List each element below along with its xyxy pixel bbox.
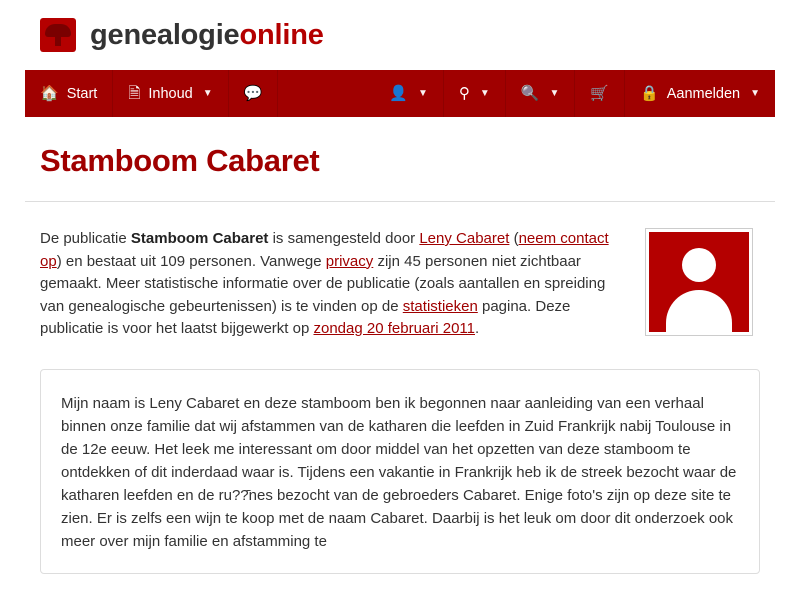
chevron-down-icon: ▼ (549, 88, 560, 99)
chevron-down-icon: ▼ (479, 88, 490, 99)
brand-title-part2: online (239, 18, 324, 51)
brand-header (0, 0, 800, 70)
publication-name: Stamboom Cabaret (130, 230, 269, 247)
id-card-icon: 👤 (389, 85, 408, 102)
chevron-down-icon: ▼ (202, 88, 213, 99)
book-icon: 🗎 (128, 85, 141, 102)
tree-logo-icon[interactable] (40, 18, 76, 52)
author-link[interactable]: Leny Cabaret (419, 230, 510, 247)
main-content (0, 143, 800, 574)
comments-icon: 💬 (243, 85, 263, 102)
nav-spacer (278, 70, 374, 117)
nav-item-aanmelden[interactable] (625, 70, 775, 117)
intro-text-1: De publicatie (40, 230, 131, 247)
description-panel (40, 369, 760, 574)
chevron-down-icon: ▼ (417, 88, 428, 99)
statistics-link[interactable]: statistieken (402, 297, 478, 315)
main-navigation (25, 70, 775, 117)
home-icon: 🏠 (40, 85, 59, 102)
avatar-body (666, 290, 732, 332)
tree-branch-icon: ⚲ (458, 85, 470, 102)
intro-text-5: zijn 45 personen niet zichtbaar gemaakt. Meer statistische informatie over de publicatie (zoals aantallen en spreiding van genealogische gebeurtenissen) is te vinden op de (40, 252, 606, 315)
nav-label-start: Start (66, 85, 98, 102)
intro-text-6: pagina. Deze publicatie is voor het laatst bijgewerkt op (40, 297, 571, 337)
search-icon: 🔍 (520, 85, 540, 102)
intro-text-4: ) en bestaat uit 109 personen. Vanwege (56, 252, 326, 270)
avatar-placeholder-icon (649, 232, 749, 332)
nav-label-aanmelden: Aanmelden (666, 85, 741, 102)
nav-item-tree[interactable] (444, 70, 506, 117)
nav-item-comments[interactable] (229, 70, 279, 117)
lock-icon: 🔒 (640, 85, 659, 102)
intro-text-3: ( (509, 230, 519, 247)
avatar[interactable] (645, 228, 753, 336)
privacy-link[interactable]: privacy (325, 252, 374, 270)
nav-label-inhoud: Inhoud (148, 85, 193, 102)
last-updated-link[interactable]: zondag 20 februari 2011 (313, 320, 475, 337)
description-text: Mijn naam is Leny Cabaret en deze stamboom ben ik begonnen naar aanleiding van een verhaal binnen onze familie dat wij afstammen van de katharen die leefden in Zuid Frankrijk nabij Toulouse in de 12e eeuw. Het leek me interessant om door middel van het opzetten van deze stamboom te ontdekken of dit inderdaad waar is. Tijdens een vakantie in Frankrijk heb ik de streek bezocht waar de katharen leefden en de ru??̄nes bezocht van de gebroeders Cabaret. Enige foto's zijn op deze site te zien. Er is zelfs een wijn te koop met de naam Cabaret. Daarbij is het leuk om door dit onderzoek ook meer over mijn familie en afstamming te (61, 394, 737, 550)
nav-item-search[interactable] (506, 70, 576, 117)
intro-paragraph (40, 228, 625, 341)
nav-item-start[interactable] (25, 70, 113, 117)
logo-trunk (55, 35, 61, 46)
brand-title-part1: genealogie (90, 18, 240, 51)
chevron-down-icon: ▼ (750, 88, 760, 99)
brand-title[interactable] (90, 19, 324, 52)
publication-intro (25, 202, 775, 341)
avatar-head (682, 248, 716, 282)
page-title: Stamboom Cabaret (40, 143, 320, 178)
nav-item-cart[interactable] (575, 70, 625, 117)
intro-text-2: is samengesteld door (268, 230, 420, 247)
contact-link[interactable]: neem contact op (40, 230, 609, 270)
cart-icon: 🛒 (590, 85, 610, 102)
nav-item-persons[interactable] (374, 70, 444, 117)
intro-text-7: . (475, 320, 480, 337)
nav-item-inhoud[interactable] (113, 70, 228, 117)
